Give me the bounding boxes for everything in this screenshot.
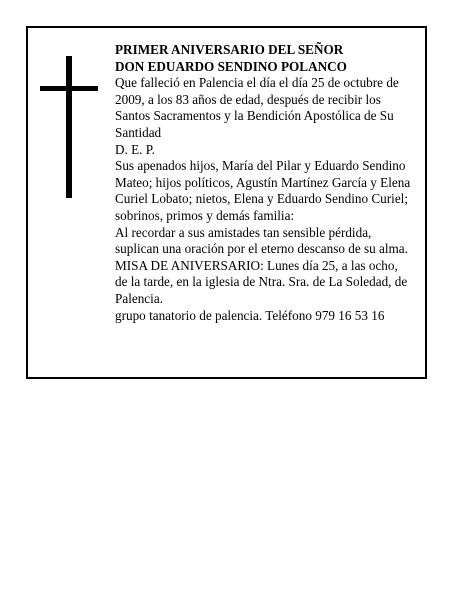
heading-name-line: DON EDUARDO SENDINO POLANCO <box>115 58 347 74</box>
family-line: Sus apenados hijos, María del Pilar y Eduardo Sendino <box>115 158 406 174</box>
family-line: Mateo; hijos políticos, Agustín Martínez García y Elena <box>115 174 411 190</box>
mass-line: MISA DE ANIVERSARIO: Lunes día 25, a las ocho, <box>115 257 398 273</box>
notice-text <box>115 42 421 324</box>
request-line: Al recordar a sus amistades tan sensible pérdida, <box>115 224 372 240</box>
cross-horizontal-bar <box>40 86 98 91</box>
heading-line: PRIMER ANIVERSARIO DEL SEÑOR <box>115 42 344 57</box>
obituary-notice <box>26 26 427 379</box>
family-line: sobrinos, primos y demás familia: <box>115 207 295 223</box>
mass-line: Palencia. <box>115 290 163 306</box>
cross-vertical-bar <box>66 56 72 198</box>
death-info-line: 2009, a los 83 años de edad, después de recibir los <box>115 91 381 107</box>
family-line: Curiel Lobato; nietos, Elena y Eduardo Sendino Curiel; <box>115 191 408 207</box>
death-info-line: Que falleció en Palencia el día el día 25 de octubre de <box>115 75 399 91</box>
mass-line: de la tarde, en la iglesia de Ntra. Sra. de La Soledad, de <box>115 274 408 290</box>
death-info-line: Santos Sacramentos y la Bendición Apostólica de Su <box>115 108 394 124</box>
death-info-line: Santidad <box>115 124 162 140</box>
request-line: suplican una oración por el eterno descanso de su alma. <box>115 241 408 257</box>
dep-line: D. E. P. <box>115 141 155 157</box>
cross-icon <box>40 56 100 198</box>
funeral-home-line: grupo tanatorio de palencia. Teléfono 979 16 53 16 <box>115 307 385 323</box>
